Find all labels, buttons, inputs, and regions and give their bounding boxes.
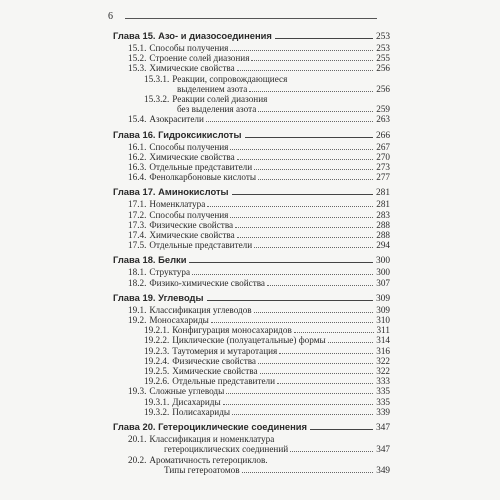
entry-number: 18.1. — [128, 267, 147, 278]
leader-dots — [254, 169, 373, 170]
chapter-page: 300 — [375, 256, 390, 267]
leader-dots — [251, 60, 373, 61]
leader-dots — [242, 472, 374, 473]
entry-number: 19.3.2. — [144, 406, 170, 417]
leader-dots — [258, 363, 373, 364]
entry-title: Физико-химические свойства — [149, 277, 265, 288]
toc-entry — [113, 346, 390, 356]
toc-entry — [113, 53, 390, 63]
entry-title-continued: Типы гетероатомов — [164, 464, 240, 475]
toc-entry — [113, 114, 390, 124]
chapter-page: 347 — [375, 423, 390, 434]
entry-title: Сложные углеводы — [149, 386, 225, 397]
entry-page: 335 — [376, 386, 390, 397]
entry-number: 16.3. — [128, 162, 147, 173]
chapter-rule — [245, 137, 373, 138]
chapter-heading — [113, 254, 390, 267]
entry-title: Химические свойства — [172, 366, 258, 377]
toc-entry — [113, 74, 390, 84]
entry-title: Физические свойства — [172, 355, 256, 366]
toc-entry — [113, 366, 390, 376]
leader-dots — [223, 404, 374, 405]
toc-entry — [113, 94, 390, 104]
entry-page: 309 — [376, 304, 390, 315]
toc-entry — [113, 267, 390, 277]
entry-title: Отдельные представители — [149, 240, 253, 251]
toc-entry-continuation — [113, 465, 390, 475]
entry-page: 335 — [376, 396, 390, 407]
leader-dots — [230, 50, 373, 51]
entry-number: 19.2.2. — [144, 335, 170, 346]
leader-dots — [258, 179, 373, 180]
entry-number: 17.2. — [128, 209, 147, 220]
chapter-title: Глава 18. Белки — [113, 254, 187, 266]
leader-dots — [237, 70, 374, 71]
entry-number: 15.3. — [128, 63, 147, 74]
toc-entry — [113, 455, 390, 465]
header-rule — [125, 18, 377, 19]
entry-page: 339 — [376, 406, 390, 417]
leader-dots — [279, 353, 373, 354]
chapter-page: 281 — [375, 188, 390, 199]
leader-dots — [260, 373, 374, 374]
entry-page: 288 — [376, 230, 390, 241]
entry-page: 281 — [376, 199, 390, 210]
entry-page: 263 — [376, 114, 390, 125]
leader-dots — [207, 206, 373, 207]
leader-dots — [237, 159, 374, 160]
entry-page: 273 — [376, 162, 390, 173]
chapter-title: Глава 17. Аминокислоты — [113, 186, 229, 198]
entry-number: 19.1. — [128, 304, 147, 315]
entry-page: 256 — [376, 63, 390, 74]
entry-number: 15.2. — [128, 53, 147, 64]
chapter-heading — [113, 421, 390, 434]
entry-title: Таутомерия и мутаротация — [172, 345, 278, 356]
entry-page: 259 — [376, 104, 390, 115]
chapter-page: 309 — [375, 293, 390, 304]
entry-number: 15.3.1. — [144, 73, 170, 84]
leader-dots — [277, 383, 373, 384]
entry-number: 19.2. — [128, 315, 147, 326]
chapter-page: 253 — [375, 32, 390, 42]
entry-page: 316 — [376, 345, 390, 356]
leader-dots — [232, 414, 373, 415]
toc-entry — [113, 325, 390, 335]
entry-number: 19.3. — [128, 386, 147, 397]
toc-entry — [113, 199, 390, 209]
toc-entry — [113, 63, 390, 73]
toc-entry — [113, 230, 390, 240]
chapter-heading — [113, 186, 390, 199]
leader-dots — [235, 227, 373, 228]
entry-page: 349 — [376, 464, 390, 475]
leader-dots — [230, 149, 373, 150]
entry-title-continued: гетероциклических соединений — [164, 444, 289, 455]
toc-entry — [113, 335, 390, 345]
table-of-contents — [113, 30, 390, 475]
entry-page: 307 — [376, 277, 390, 288]
entry-page: 270 — [376, 151, 390, 162]
entry-title: Структура — [149, 267, 191, 278]
toc-entry — [113, 210, 390, 220]
leader-dots — [211, 322, 373, 323]
toc-entry — [113, 434, 390, 444]
entry-page: 255 — [376, 53, 390, 64]
toc-entry — [113, 152, 390, 162]
leader-dots — [206, 121, 373, 122]
entry-title: Отдельные представители — [149, 162, 253, 173]
leader-dots — [294, 332, 374, 333]
leader-dots — [237, 237, 374, 238]
entry-number: 17.1. — [128, 199, 147, 210]
entry-number: 19.3.1. — [144, 396, 170, 407]
leader-dots — [230, 217, 373, 218]
page-number: 6 — [108, 11, 113, 22]
toc-entry — [113, 278, 390, 288]
entry-number: 17.4. — [128, 230, 147, 241]
leader-dots — [290, 451, 373, 452]
chapter-heading — [113, 30, 390, 43]
toc-entry-continuation — [113, 84, 390, 94]
entry-page: 283 — [376, 209, 390, 220]
toc-entry — [113, 386, 390, 396]
chapter-title: Глава 19. Углеводы — [113, 291, 204, 303]
entry-page: 294 — [376, 240, 390, 251]
leader-dots — [254, 312, 374, 313]
leader-dots — [226, 393, 373, 394]
entry-title: Номенклатура — [149, 199, 206, 210]
leader-dots — [254, 247, 373, 248]
chapter-heading — [113, 292, 390, 305]
entry-number: 16.2. — [128, 151, 147, 162]
toc-entry-continuation — [113, 104, 390, 114]
entry-number: 18.2. — [128, 277, 147, 288]
entry-number: 19.2.4. — [144, 355, 170, 366]
entry-page: 300 — [376, 267, 390, 278]
toc-entry — [113, 240, 390, 250]
toc-entry — [113, 356, 390, 366]
entry-page: 333 — [376, 376, 390, 387]
toc-entry — [113, 43, 390, 53]
toc-entry-continuation — [113, 444, 390, 454]
entry-title: Способы получения — [149, 141, 229, 152]
entry-number: 17.5. — [128, 240, 147, 251]
leader-dots — [258, 111, 373, 112]
entry-title: Конфигурация моносахаридов — [172, 325, 292, 336]
entry-page: 347 — [376, 444, 390, 455]
entry-page: 253 — [376, 43, 390, 53]
entry-page: 256 — [376, 83, 390, 94]
entry-number: 16.4. — [128, 172, 147, 183]
entry-title: Циклические (полуацетальные) формы — [172, 335, 326, 346]
toc-entry — [113, 220, 390, 230]
entry-number: 15.4. — [128, 114, 147, 125]
entry-title: Дисахариды — [172, 396, 221, 407]
toc-entry — [113, 172, 390, 182]
toc-entry — [113, 142, 390, 152]
entry-number: 19.2.5. — [144, 366, 170, 377]
entry-title: Полисахариды — [172, 406, 231, 417]
entry-page: 322 — [376, 366, 390, 377]
entry-number: 15.3.2. — [144, 94, 170, 105]
entry-page: 322 — [376, 355, 390, 366]
entry-number: 19.2.6. — [144, 376, 170, 387]
leader-dots — [249, 91, 373, 92]
chapter-heading — [113, 129, 390, 142]
entry-title: Отдельные представители — [172, 376, 276, 387]
toc-entry — [113, 305, 390, 315]
chapter-rule — [232, 194, 373, 195]
entry-title-continued: без выделения азота — [177, 104, 257, 115]
entry-title: Химические свойства — [149, 151, 235, 162]
entry-title: Моносахариды — [149, 315, 209, 326]
entry-title: Ароматичность гетероциклов. — [149, 454, 268, 465]
toc-entry — [113, 315, 390, 325]
entry-page: 277 — [376, 172, 390, 183]
entry-title: Азокрасители — [149, 114, 204, 125]
entry-title: Химические свойства — [149, 63, 235, 74]
entry-page: 288 — [376, 219, 390, 230]
leader-dots — [192, 274, 373, 275]
entry-title: Химические свойства — [149, 230, 235, 241]
entry-number: 17.3. — [128, 219, 147, 230]
chapter-title: Глава 15. Азо- и диазосоединения — [113, 30, 272, 41]
entry-number: 19.2.3. — [144, 345, 170, 356]
entry-page: 314 — [376, 335, 390, 346]
toc-entry — [113, 397, 390, 407]
entry-page: 310 — [376, 315, 390, 326]
entry-page: 311 — [376, 325, 390, 336]
entry-page: 267 — [376, 141, 390, 152]
toc-entry — [113, 162, 390, 172]
entry-number: 20.2. — [128, 454, 147, 465]
chapter-rule — [207, 300, 373, 301]
entry-number: 15.1. — [128, 43, 147, 53]
entry-title: Физические свойства — [149, 219, 234, 230]
entry-title: Классификация и номенклатура — [149, 434, 275, 445]
entry-title: Способы получения — [149, 43, 229, 53]
entry-title: Способы получения — [149, 209, 229, 220]
toc-entry — [113, 407, 390, 417]
entry-title: Строение солей диазония — [149, 53, 250, 64]
chapter-page: 266 — [375, 130, 390, 141]
entry-number: 16.1. — [128, 141, 147, 152]
entry-title: Реакции солей диазония — [172, 94, 268, 105]
chapter-title: Глава 20. Гетероциклические соединения — [113, 421, 308, 433]
entry-title: Фенолкарбоновые кислоты — [149, 172, 257, 183]
entry-title: Классификация углеводов — [149, 304, 252, 315]
toc-entry — [113, 376, 390, 386]
entry-number: 19.2.1. — [144, 325, 170, 336]
leader-dots — [267, 285, 373, 286]
chapter-rule — [189, 262, 372, 263]
chapter-rule — [310, 429, 373, 430]
chapter-rule — [275, 38, 373, 39]
entry-title: Реакции, сопровождающиеся — [172, 73, 288, 84]
leader-dots — [328, 342, 374, 343]
entry-number: 20.1. — [128, 434, 147, 445]
entry-title-continued: выделением азота — [177, 83, 248, 94]
chapter-title: Глава 16. Гидроксикислоты — [113, 128, 242, 140]
